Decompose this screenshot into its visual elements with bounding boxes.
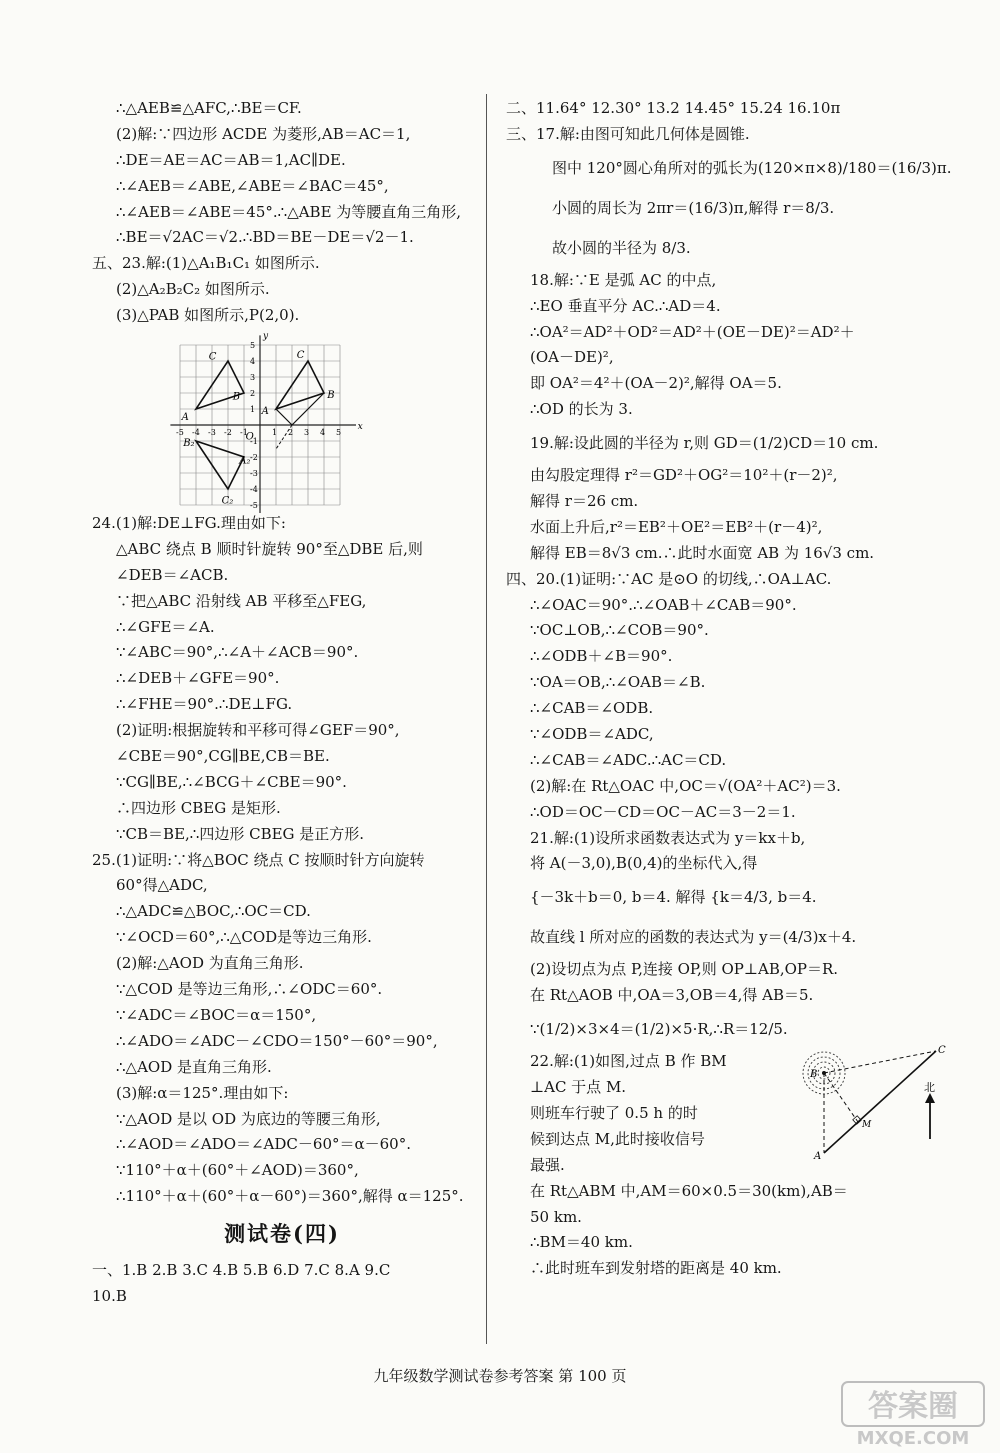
svg-text:-2: -2 <box>250 453 258 463</box>
column-divider <box>486 94 487 1344</box>
answer-line: 解得 EB＝8√3 cm.∴此时水面宽 AB 为 16√3 cm. <box>530 543 875 562</box>
answer-line: (3)△PAB 如图所示,P(2,0). <box>116 306 300 325</box>
answer-line: ∵CB＝BE,∴四边形 CBEG 是正方形. <box>116 824 365 843</box>
svg-text:4: 4 <box>250 357 256 367</box>
svg-text:-1: -1 <box>240 428 248 438</box>
answer-line: 故直线 l 所对应的函数的表达式为 y＝(4/3)x＋4. <box>530 928 857 947</box>
answer-line: ∴∠OAC＝90°.∴∠OAB＋∠CAB＝90°. <box>530 595 797 614</box>
svg-text:A: A <box>261 405 269 417</box>
svg-text:y: y <box>263 331 269 342</box>
answer-line: ∴OD＝OC－CD＝OC－AC＝3－2＝1. <box>530 802 796 821</box>
answer-line: (OA－DE)², <box>530 348 614 367</box>
answer-line: ∴△AEB≌△AFC,∴BE＝CF. <box>116 99 302 117</box>
right-column <box>506 96 952 1282</box>
answer-line: ∵∠ABC＝90°,∴∠A＋∠ACB＝90°. <box>116 643 359 662</box>
svg-text:-4: -4 <box>192 428 200 438</box>
answer-line: ∵(1/2)×3×4＝(1/2)×5·R,∴R＝12/5. <box>530 1020 788 1039</box>
svg-text:2: 2 <box>250 389 256 399</box>
answer-line: 10.B <box>92 1286 127 1305</box>
answer-line: ∵△COD 是等边三角形,∴∠ODC＝60°. <box>116 980 383 999</box>
answer-line: 则班车行驶了 0.5 h 的时 <box>530 1103 698 1122</box>
answer-line: ∵∠ADC＝∠BOC＝α＝150°, <box>116 1005 317 1024</box>
answer-line: ∴DE＝AE＝AC＝AB＝1,AC∥DE. <box>116 150 346 169</box>
answer-line: 故小圆的半径为 8/3. <box>552 238 691 257</box>
answer-line: ∴四边形 CBEG 是矩形. <box>116 798 281 817</box>
answer-line: ∵CG∥BE,∴∠BCG＋∠CBE＝90°. <box>116 772 347 791</box>
answer-line: 三、17.解:由图可知此几何体是圆锥. <box>506 124 750 143</box>
answer-line: 二、11.64° 12.30° 13.2 14.45° 15.24 16.10π <box>506 99 841 117</box>
svg-text:2: 2 <box>288 428 294 438</box>
svg-text:-2: -2 <box>224 428 232 438</box>
svg-text:O: O <box>245 431 254 443</box>
svg-text:A: A <box>181 412 189 424</box>
answer-line: (2)解:∵四边形 ACDE 为菱形,AB＝AC＝1, <box>116 124 411 143</box>
answer-line: ∴此时班车到发射塔的距离是 40 km. <box>530 1259 782 1278</box>
svg-text:3: 3 <box>304 428 310 438</box>
svg-text:-3: -3 <box>208 428 216 438</box>
svg-text:C: C <box>296 349 305 361</box>
answer-line: ∴BM＝40 km. <box>530 1233 633 1252</box>
svg-text:北: 北 <box>924 1081 935 1095</box>
answer-line: ∴∠AEB＝∠ABE,∠ABE＝∠BAC＝45°, <box>116 176 389 195</box>
answer-line: ∠DEB＝∠ACB. <box>116 565 229 584</box>
answer-line: ∵把△ABC 沿射线 AB 平移至△FEG, <box>116 591 367 610</box>
answer-line: 即 OA²＝4²＋(OA－2)²,解得 OA＝5. <box>530 374 782 393</box>
answer-line: ∴∠CAB＝∠ODB. <box>530 699 654 718</box>
svg-text:-5: -5 <box>176 428 184 438</box>
answer-line: 50 km. <box>530 1207 582 1226</box>
answer-line: ∴OD 的长为 3. <box>530 400 633 419</box>
answer-line: 18.解:∵E 是弧 AC 的中点, <box>530 270 717 289</box>
answer-line: 19.解:设此圆的半径为 r,则 GD＝(1/2)CD＝10 cm. <box>530 434 879 453</box>
bus-tower-figure <box>786 1043 946 1163</box>
svg-text:C₂: C₂ <box>221 495 234 507</box>
answer-line: 最强. <box>530 1155 565 1174</box>
answer-line: 候到达点 M,此时接收信号 <box>530 1129 705 1148</box>
svg-text:-1: -1 <box>250 437 258 447</box>
section-heading: 测试卷(四) <box>224 1221 340 1247</box>
svg-text:-4: -4 <box>250 485 258 495</box>
svg-text:-5: -5 <box>250 501 258 511</box>
answer-line: (2)解:在 Rt△OAC 中,OC＝√(OA²＋AC²)＝3. <box>530 776 841 795</box>
left-column <box>92 96 472 1310</box>
answer-line: ∴∠AOD＝∠ADO＝∠ADC－60°＝α－60°. <box>116 1135 411 1154</box>
svg-text:B: B <box>810 1069 818 1081</box>
svg-text:答案圈: 答案圈 <box>868 1389 958 1424</box>
svg-text:x: x <box>357 422 363 433</box>
answer-line: (2)设切点为点 P,连接 OP,则 OP⊥AB,OP＝R. <box>530 960 839 979</box>
answer-line: ∴∠FHE＝90°.∴DE⊥FG. <box>116 695 293 714</box>
answer-line: (2)解:△AOD 为直角三角形. <box>116 954 304 973</box>
answer-line: 图中 120°圆心角所对的弧长为(120×π×8)/180＝(16/3)π. <box>552 158 952 177</box>
answer-line: ∵110°＋α＋(60°＋∠AOD)＝360°, <box>116 1161 359 1180</box>
answer-line: 在 Rt△AOB 中,OA＝3,OB＝4,得 AB＝5. <box>530 986 814 1005</box>
answer-line: 水面上升后,r²＝EB²＋OE²＝EB²＋(r－4)², <box>530 517 823 536</box>
svg-text:1: 1 <box>250 405 256 415</box>
answer-line: ∴110°＋α＋(60°＋α－60°)＝360°,解得 α＝125°. <box>116 1187 464 1206</box>
answer-line: 25.(1)证明:∵将△BOC 绕点 C 按顺时针方向旋转 <box>92 850 425 869</box>
answer-line: 四、20.(1)证明:∵AC 是⊙O 的切线,∴OA⊥AC. <box>506 569 832 588</box>
answer-line: 在 Rt△ABM 中,AM＝60×0.5＝30(km),AB＝ <box>530 1181 848 1200</box>
answer-line: 21.解:(1)设所求函数表达式为 y＝kx＋b, <box>530 828 806 847</box>
answer-line: ∵OC⊥OB,∴∠COB＝90°. <box>530 621 709 640</box>
svg-text:A₂: A₂ <box>239 455 251 467</box>
answer-line: ∵OA＝OB,∴∠OAB＝∠B. <box>530 673 706 692</box>
answer-line: ∴∠ADO＝∠ADC－∠CDO＝150°－60°＝90°, <box>116 1031 438 1050</box>
answer-line: ⊥AC 于点 M. <box>530 1078 627 1097</box>
answer-line: ∵△AOD 是以 OD 为底边的等腰三角形, <box>116 1109 381 1128</box>
answer-line: 小圆的周长为 2πr＝(16/3)π,解得 r＝8/3. <box>552 198 835 217</box>
answer-line: 五、23.解:(1)△A₁B₁C₁ 如图所示. <box>92 254 320 273</box>
svg-text:B: B <box>327 389 335 401</box>
answer-line: ∵∠ODB＝∠ADC, <box>530 725 654 744</box>
answer-line: (2)证明:根据旋转和平移可得∠GEF＝90°, <box>116 721 400 740</box>
svg-text:M: M <box>862 1120 872 1131</box>
answer-line: ∴△AOD 是直角三角形. <box>116 1057 272 1076</box>
svg-text:MXQE.COM: MXQE.COM <box>856 1428 970 1449</box>
page-footer: 九年级数学测试卷参考答案 第 100 页 <box>373 1367 627 1385</box>
answer-line: 24.(1)解:DE⊥FG.理由如下: <box>92 514 286 533</box>
coordinate-graph <box>172 331 372 511</box>
answer-line: ∴∠AEB＝∠ABE＝45°.∴△ABE 为等腰直角三角形, <box>116 202 462 221</box>
answer-line: ∴∠DEB＋∠GFE＝90°. <box>116 669 280 688</box>
answer-line: 一、1.B 2.B 3.C 4.B 5.B 6.D 7.C 8.A 9.C <box>92 1261 391 1280</box>
answer-line: 由勾股定理得 r²＝GD²＋OG²＝10²＋(r－2)², <box>530 466 838 485</box>
answer-line: {－3k＋b＝0, b＝4. 解得 {k＝4/3, b＝4. <box>530 888 817 907</box>
answer-line: ∴BE＝√2AC＝√2.∴BD＝BE－DE＝√2－1. <box>116 228 414 247</box>
answer-line: (3)解:α＝125°.理由如下: <box>116 1083 289 1102</box>
answer-line: ∴OA²＝AD²＋OD²＝AD²＋(OE－DE)²＝AD²＋ <box>530 322 855 341</box>
answer-line: ∴△ADC≌△BOC,∴OC＝CD. <box>116 902 311 921</box>
svg-text:3: 3 <box>250 373 256 383</box>
svg-text:C: C <box>208 351 217 363</box>
answer-line: ∴∠CAB＝∠ADC.∴AC＝CD. <box>530 750 727 769</box>
answer-line: ∴∠ODB＋∠B＝90°. <box>530 647 673 666</box>
answer-line: ∠CBE＝90°,CG∥BE,CB＝BE. <box>116 747 330 766</box>
svg-text:B: B <box>232 391 241 403</box>
answer-line: 60°得△ADC, <box>116 876 208 895</box>
answer-line: 将 A(－3,0),B(0,4)的坐标代入,得 <box>530 854 758 873</box>
watermark-logo <box>838 1378 988 1448</box>
svg-text:5: 5 <box>336 428 342 438</box>
svg-text:-3: -3 <box>250 469 258 479</box>
answer-line: (2)△A₂B₂C₂ 如图所示. <box>116 280 270 299</box>
answer-line: ∴∠GFE＝∠A. <box>116 617 215 636</box>
svg-text:C: C <box>938 1045 946 1057</box>
svg-text:5: 5 <box>250 341 256 351</box>
svg-text:4: 4 <box>320 428 326 438</box>
svg-text:1: 1 <box>272 428 278 438</box>
answer-line: ∴EO 垂直平分 AC.∴AD＝4. <box>530 296 721 315</box>
answer-line: 解得 r＝26 cm. <box>530 492 639 511</box>
answer-line: △ABC 绕点 B 顺时针旋转 90°至△DBE 后,则 <box>116 539 423 558</box>
answer-line: 22.解:(1)如图,过点 B 作 BM C B 北 M A <box>530 1045 946 1163</box>
answer-line: ∵∠OCD＝60°,∴△COD是等边三角形. <box>116 928 372 947</box>
svg-text:B₂: B₂ <box>183 437 195 449</box>
svg-text:A: A <box>814 1151 822 1163</box>
